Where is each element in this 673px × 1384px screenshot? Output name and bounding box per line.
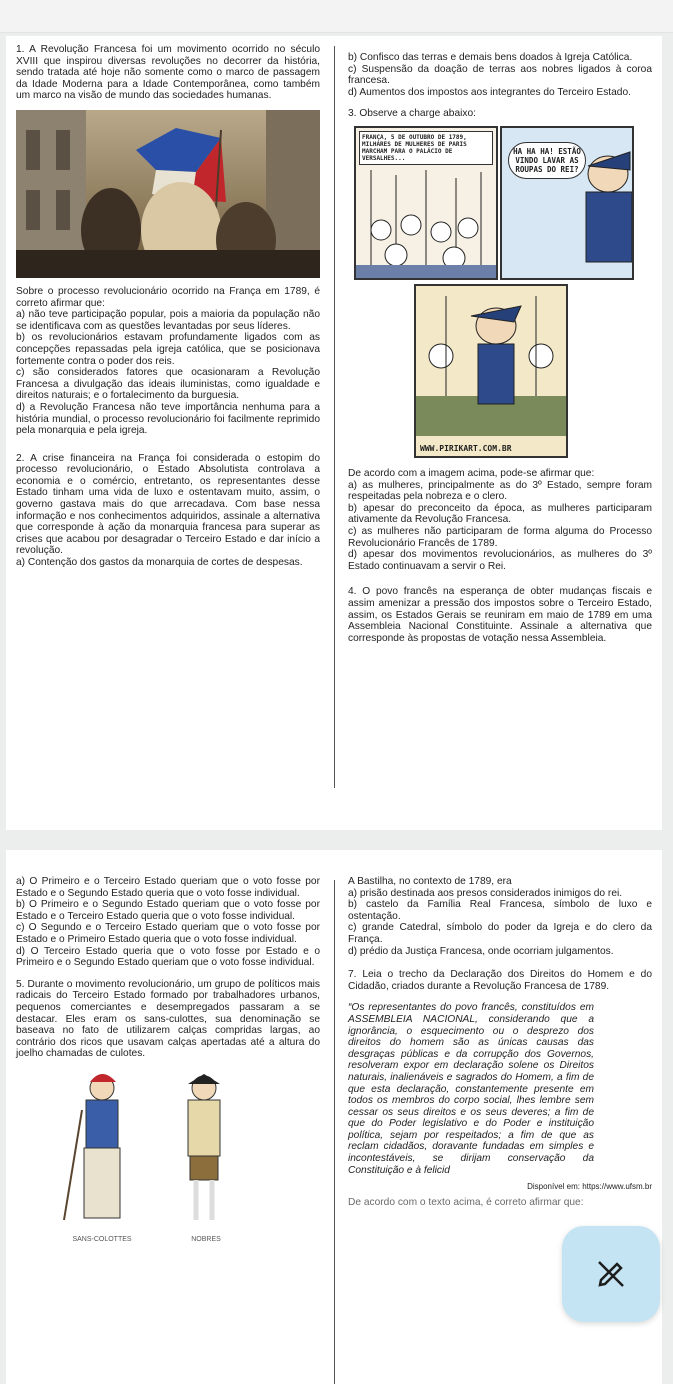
right-column-2 (348, 876, 652, 1209)
q3-option-d[interactable]: d) apesar dos movimentos revolucionários, as mulheres do 3º Estado continuavam a servir o Rei. (348, 549, 652, 572)
q7-stem: 7. Leia o trecho da Declaração dos Direitos do Homem e do Cidadão, criados durante a Revolução Francesa de 1789. (348, 969, 652, 992)
cartoon-panel-3 (414, 284, 568, 458)
left-column (16, 44, 320, 569)
cartoon-panel-2 (500, 126, 634, 280)
right-column (348, 52, 652, 644)
cartoon-panel-1 (354, 126, 498, 280)
cartoon (354, 126, 634, 466)
q4-option-b[interactable]: b) O Primeiro e o Segundo Estado queriam que o voto fosse por Estado e o Terceiro Estado queria que o voto fosse individual. (16, 899, 320, 922)
q4-option-d[interactable]: d) O Terceiro Estado queria que o voto fosse por Estado e o Primeiro e o Segundo Estado queriam que o voto fosse individual. (16, 945, 320, 969)
q7-quote: “Os representantes do povo francês, constituídos em ASSEMBLEIA NACIONAL, considerando que a ignorância, o esquecimento ou o desprezo dos direitos do homem são as únicas causas das desgraças públicas e da corrupção dos Governos, resolveram expor em declaração solene os Direitos naturais, inalienáveis e sagrados do Homem, a fim de que esta declaração, constantemente presente em todos os membros do corpo social, lhes lembre sem cessar os seus direitos e os seus deveres; a fim de que do Poder legislativo e do Poder e instituição política, sejam por respeitados; a fim de que as reclam cidadãos, doravante fundadas em simples e incontestáveis, se dirijam conservação da Constituição e à felicid (348, 1002, 594, 1176)
q3-question: De acordo com a imagem acima, pode-se afirmar que: (348, 467, 595, 479)
q5-stem: 5. Durante o movimento revolucionário, um grupo de políticos mais radicais do Terceiro Estado formado por trabalhadores urbanos, pequenos comerciantes e desempregados passaram a se destacar. Eles eram os sans-culottes, sua denominação se baseava no fato de utilizarem calças compridas largas, ao contrário dos ricos que usavam calças apertadas até a altura do joelho chamadas de culotes. (16, 978, 320, 1060)
q3-option-b[interactable]: b) apesar do preconceito da época, as mulheres participaram ativamente da Revolução Francesa. (348, 502, 652, 526)
q1-stem: 1. A Revolução Francesa foi um movimento ocorrido no século XVIII que inspirou diversas revoluções no decorrer da história, sendo tratada até hoje não somente como o marco de passagem da Idade Moderna para a Idade Contemporânea, como também um marco na visão de mundo das sociedades humanas. (16, 44, 320, 102)
liberty-painting (16, 110, 320, 278)
cartoon-speech-bubble: HA HA HA! ESTÃO VINDO LAVAR AS ROUPAS DO REI? (508, 142, 586, 179)
left-column-2 (16, 876, 320, 1250)
q6-option-c[interactable]: c) grande Catedral, símbolo do poder da Igreja e do clero da França. (348, 922, 652, 945)
edit-fab-button[interactable] (562, 1226, 660, 1322)
worksheet-page-1 (6, 36, 662, 830)
q3-option-a[interactable]: a) as mulheres, principalmente as do 3º Estado, sempre foram respeitadas pela nobreza e o clero. (348, 479, 652, 503)
q1-question: Sobre o processo revolucionário ocorrido na França em 1789, é correto afirmar que: (16, 285, 320, 309)
q1-option-d[interactable]: d) a Revolução Francesa não teve importância nenhuma para a história mundial, o processo revolucionário foi facilmente reprimido pela monarquia e pela igreja. (16, 401, 320, 437)
q7-question: De acordo com o texto acima, é correto afirmar que: (348, 1197, 584, 1209)
cartoon-caption: FRANÇA, 5 DE OUTUBRO DE 1789, MILHARES DE MULHERES DE PARIS MARCHAM PARA O PALÁCIO DE VERSALHES... (359, 131, 493, 165)
q2-option-b[interactable]: b) Confisco das terras e demais bens doados à Igreja Católica. (348, 52, 633, 63)
q2-stem: 2. A crise financeira na França foi considerada o estopim do processo revolucionário, o Estado Absolutista controlava a economia e o comércio, entretanto, os representantes desse Estado tinham uma vida de luxo e ostentavam muito, assim, o governo gastava mais do que arrecadava. Com base nessa informação e nos conhecimentos adquiridos, assinale a alternativa que corresponde à ação da monarquia francesa para superar as crises que acabou por desagradar o Terceiro Estado e dar início a revolução. (16, 452, 320, 557)
sans-culottes-illustration (54, 1070, 254, 1250)
q6-option-d[interactable]: d) prédio da Justiça Francesa, onde ocorriam julgamentos. (348, 945, 614, 957)
q2-option-a[interactable]: a) Contenção dos gastos da monarquia de cortes de despesas. (16, 557, 303, 569)
column-divider-2 (334, 880, 335, 1384)
q6-option-b[interactable]: b) castelo da Família Real Francesa, símbolo de luxo e ostentação. (348, 899, 652, 922)
column-divider (334, 46, 335, 788)
cartoon-signature: WWW.PIRIKART.COM.BR (420, 443, 512, 453)
q6-option-a[interactable]: a) prisão destinada aos presos considerados inimigos do rei. (348, 887, 623, 899)
q1-option-c[interactable]: c) são considerados fatores que ocasionaram a Revolução Francesa a divulgação das ideais iluministas, como igualdade e direitos naturais; e o fortalecimento da burguesia. (16, 367, 320, 402)
q1-option-a[interactable]: a) não teve participação popular, pois a maioria da população não se identificava com as questões levantadas por seus líderes. (16, 309, 320, 332)
q6-stem: A Bastilha, no contexto de 1789, era (348, 876, 512, 887)
q7-source: Disponível em: https://www.ufsm.br (527, 1182, 652, 1192)
q4-stem: 4. O povo francês na esperança de obter mudanças fiscais e assim amenizar a pressão dos impostos sobre o Terceiro Estado, assim, os Estados Gerais se reuniram em maio de 1789 em uma Assembleia Nacional Constituinte. Assinale a alternativa que corresponde às propostas de votação nessa Assembleia. (348, 586, 652, 644)
label-nobres: NOBRES (191, 1235, 221, 1243)
pencil-slash-icon (593, 1254, 629, 1295)
q1-option-b[interactable]: b) os revolucionários estavam profundamente ligados com as concepções repassadas pela igreja católica, que se posicionava fortemente contra o poder dos reis. (16, 332, 320, 367)
q4-option-a[interactable]: a) O Primeiro e o Terceiro Estado queriam que o voto fosse por Estado e o Segundo Estado queria que o voto fosse individual. (16, 876, 320, 899)
q3-option-c[interactable]: c) as mulheres não participaram de forma alguma do Processo Revolucionário Francês de 1789. (348, 525, 652, 549)
q2-option-d[interactable]: d) Aumentos dos impostos aos integrantes do Terceiro Estado. (348, 86, 631, 98)
q3-stem: 3. Observe a charge abaixo: (348, 108, 476, 120)
viewer-toolbar (0, 0, 673, 33)
label-sans-culottes: SANS-COLOTTES (72, 1235, 132, 1243)
q2-option-c[interactable]: c) Suspensão da doação de terras aos nobres ligados à coroa francesa. (348, 63, 652, 87)
q4-option-c[interactable]: c) O Segundo e o Terceiro Estado queriam que o voto fosse por Estado e o Primeiro Estado queria que o voto fosse individual. (16, 922, 320, 945)
